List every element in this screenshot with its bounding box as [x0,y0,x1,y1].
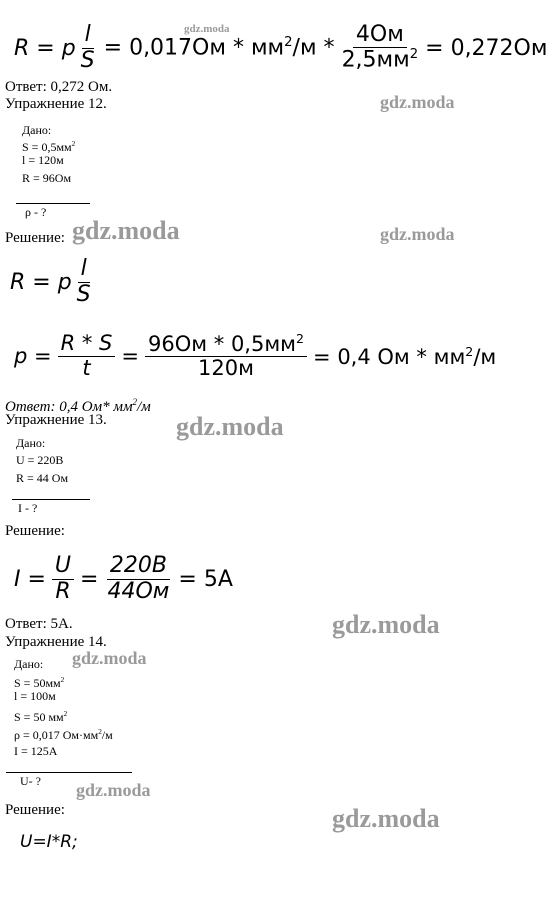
eq4-equals: = [80,566,99,592]
eq2-fraction [74,257,94,306]
eq4-lhs: I = [14,566,46,592]
ex12-given-divider [16,203,90,204]
eq3-result: = 0,4 Ом * $мм^2/м$ [313,343,497,369]
eq4-result: = 5A [178,566,233,592]
ex13-find: I - ? [18,501,38,515]
answer-12: Ответ: 0,4 Ом* $мм^2/м$ [5,397,151,415]
eq3-fraction-values [145,332,307,380]
exercise-13-title: Упражнение 13. [5,412,107,428]
ex12-find: ρ - ? [25,205,47,219]
eq3-f2-numerator: $96Ом * 0,5мм^2$ [145,332,307,357]
eq2-lhs: R = p [10,269,72,295]
eq3-equals: = [121,344,139,368]
watermark-right-3: gdz.moda [332,610,440,639]
eq4-f2-numerator: 220B [107,554,170,579]
ex14-current: I = 125А [14,744,58,758]
ex14-solution-label: Решение: [5,802,65,818]
ex14-resistivity: ρ = 0,017 $Ом\cdot мм^2/м$ [14,728,113,742]
exercise-12-title: Упражнение 12. [5,96,107,112]
watermark-center-1: gdz.moda [72,216,180,245]
ex13-voltage: U = 220В [16,453,64,467]
eq2-denominator: S [76,281,91,307]
eq4-f1-denominator: R [55,578,71,604]
ex12-length: l = 120м [22,153,64,167]
watermark-top: gdz.moda [184,23,230,35]
ex14-area-1: $S = 50мм^2$ [14,676,65,690]
ex12-given-label: Дано: [22,123,52,137]
ex13-resistance: R = 44 Ом [16,471,69,485]
eq1-middle: = $0,017Ом * мм^2/м$ * [103,35,335,61]
exercise-14-title: Упражнение 14. [5,634,107,650]
eq1-fraction-values [339,23,422,73]
eq4-f1-numerator: U [52,554,74,579]
eq1-result: = 0,272Ом [425,35,547,61]
ex12-resistance: R = 96Ом [22,171,72,185]
eq3-lhs: p = [14,344,52,368]
watermark-right-2: gdz.moda [380,224,455,244]
eq3-f2-denominator: 120м [198,356,254,380]
eq1-f2-denominator: $2,5мм^2$ [341,47,419,73]
equation-current-calc [14,548,233,610]
watermark-center-4: gdz.moda [76,780,151,800]
watermark-center-3: gdz.moda [72,648,147,668]
ex14-length: l = 100м [14,689,56,703]
equation-resistivity-calc [14,326,496,386]
watermark-center-2: gdz.moda [176,412,284,441]
watermark-right-4: gdz.moda [332,804,440,833]
answer-11: Ответ: 0,272 Ом. [5,79,113,95]
ex12-area: $S = 0,5мм^2$ [22,140,76,154]
eq2-numerator: l [78,257,90,282]
eq1-f1-numerator: l [82,23,94,48]
ex14-area-2: S = 50 $мм^2$ [14,710,68,724]
eq1-f1-denominator: S [80,47,95,73]
ex14-find: U- ? [20,774,41,788]
ex14-formula: U=I*R; [20,832,78,852]
eq3-f1-numerator: R * S [58,332,116,356]
eq3-fraction-formula [58,332,116,379]
answer-13: Ответ: 5А. [5,616,73,632]
ex13-solution-label: Решение: [5,523,65,539]
eq1-f2-numerator: 4Ом [353,23,407,48]
ex14-given-divider [6,772,132,773]
eq1-fraction-l-over-s [78,23,98,72]
equation-resistance-formula [10,252,94,312]
watermark-right-1: gdz.moda [380,92,455,112]
ex13-given-label: Дано: [16,436,46,450]
ex14-given-label: Дано: [14,657,44,671]
eq4-fraction-formula [52,554,74,603]
ex12-solution-label: Решение: [5,230,65,246]
eq3-f1-denominator: t [82,355,91,380]
eq4-fraction-values [104,554,172,603]
eq4-f2-denominator: 44Ом [107,578,170,604]
eq1-lhs: R = p [14,35,76,61]
equation-resistance-calc [14,20,547,76]
ex13-given-divider [12,499,90,500]
